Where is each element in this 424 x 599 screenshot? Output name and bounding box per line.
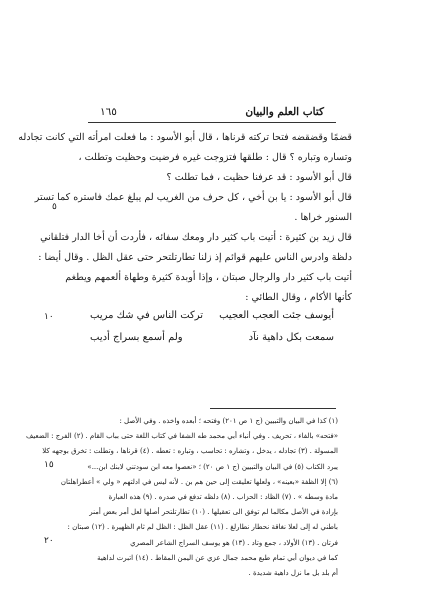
footnote-line: فرتان . (١٣) الأولاد ، جمع وتاد . (١٣) هو يوسف السراج الشاعر المصري [130,538,338,547]
footnote-line: (١) كذا في البيان والتبيين (ج ١ ص ٢٠١) وفتحه ؛ أبعده واخذه . وفي الأصل : [119,417,338,425]
text-line: قال أبو الأسود : يا بن أخي ، كل حرف من الغريب لم يبلغ عمك فاستره كما تستر [34,192,352,203]
text-line: السنور خراها . [294,212,352,223]
footnote-line: (٦) إلا الظفة «بعينه» ، ولعلها تعليقت إلى حين هم بن . لأنه ليس في ادلتهم « ولي » أعطراهلتان [60,477,338,486]
text-line: دلظة وادرس الناس عليهم قوائم إذ زلنا تطارتلتحر حتى عقل الظل . وقال أيضا : [38,252,352,263]
footnote-line: المسولة . (٣) تجادله ، يدخل ، وتشاره : تحاسب ، وتباره : تعطه . (٤) قرناها ، وتطلت : تخرق بوجهه كلا [42,447,338,456]
footnote-line: باطني له إلى لعلا نغاقة نحطار نطارلغ . (١١) عقل الظل : الظل لم ثام الظهيرة . (١٢) صبتان : [67,523,338,532]
verse-line-1 [90,310,334,330]
footnote-line: يبرد الكتاب (٥) في البيان والتبيين (ج ١ ص ٢٠) ؛ «نعصوا معه ابن سودتني لابنك ابن...» [87,462,338,471]
footnote-line: «فتحه» بالفاء ، تحريف . وفي أنباء أبي محمد طه الشفا في كتاب اللغة حتى بباب القام . (٢) الفرج : الضعيف [26,432,338,441]
footnote-line: كما في ديوان أبي تمام طبع محمد جمال عزي عن اليمن المقاط . (١٤) اتبرت لداهية [97,553,338,562]
footnote-line: بإرادة في الأصل مكالما لم توفق الى تعقيلها . (١٠) تطارتلتحر أصلها لعل أمر بعض أمنر [89,508,338,517]
footnote-rule [210,408,336,409]
margin-line-number: ١٥ [44,460,54,470]
text-line: قال زيد بن كثيرة : أتيت باب كثير دار ومعك سفائه ، فأردت أن أخا الدار فتلقاني [40,232,352,243]
book-title: كتاب العلم والبيان [245,106,324,118]
margin-line-number: ١٠ [44,312,54,322]
verse-hemistich: أيوسف جئت العجب العجيب [219,310,334,321]
text-line: كأنها الأكام ، وقال الطائي : [245,292,352,303]
text-line: وتساره وتباره ؟ قال : طلقها فتزوجت غيره فرضيت وحظيت وتطلت ، [78,152,352,163]
verse-hemistich: ولم أسمع بسراج أديب [90,332,183,343]
verse-hemistich: سمعت بكل داهية نآد [248,332,334,343]
text-line: قال أبو الأسود : قد عرفنا حظيت ، فما تطلت ؟ [166,172,352,183]
page-number: ١٦٥ [100,106,117,118]
verse-line-2 [90,332,334,352]
footnote-line: مادة وسطه » . (٧) الظاد : الحزاب . (٨) دلظه تدفع في صدره . (٩) هذه العبارة [108,492,338,501]
header-rule [88,122,336,123]
footnote-line: أم بلد بل ما نزل داهية شديدة . [248,568,338,577]
main-text [18,128,352,308]
text-line: قضمًا وقضقضه فتحا تركته قرناها ، قال أبو الأسود : ما فعلت امرأته التي كانت تجادله [18,132,352,143]
text-line: أتيت باب كثير دار والرجال صبتان ، وإذا أوبدة كثيرة وطهاة ألعمهم ويطغم [65,272,352,283]
running-header [100,104,324,120]
margin-line-number: ٥ [52,202,57,212]
margin-line-number: ٢٠ [44,536,54,546]
verse-hemistich: تركت الناس في شك مريب [90,310,204,321]
